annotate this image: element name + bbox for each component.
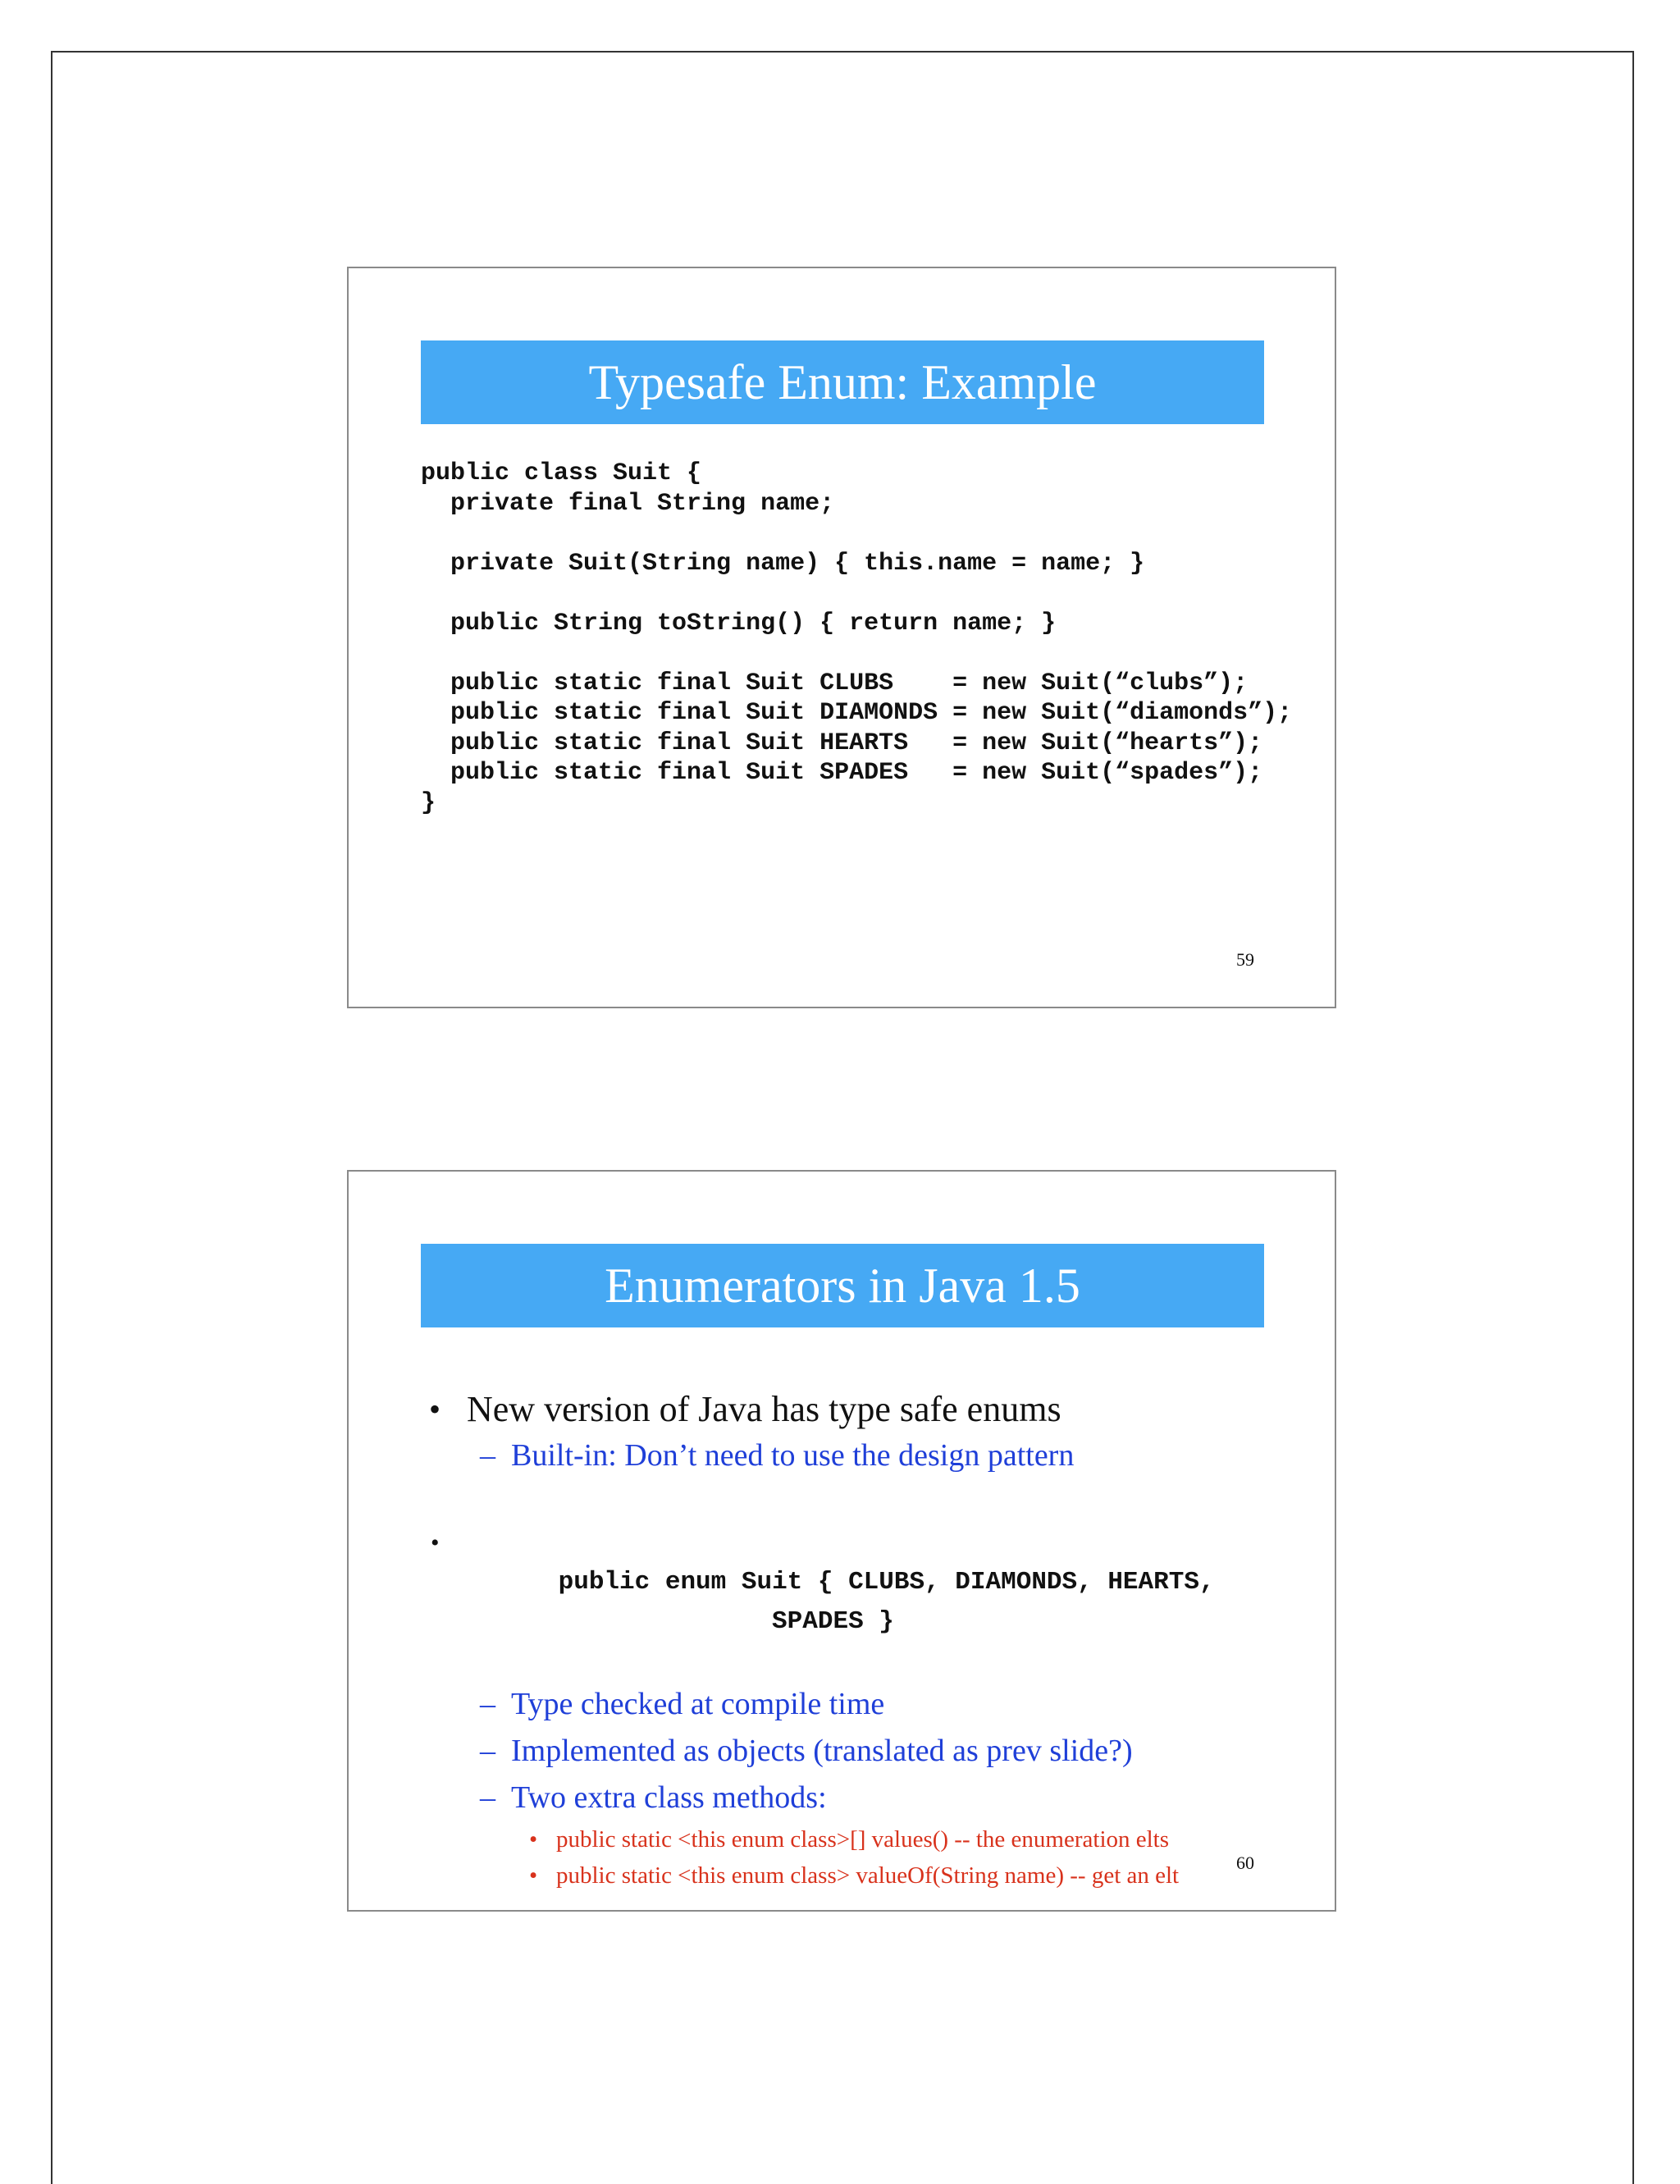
code-block: public class Suit { private final String name; private Suit(String name) { this.name = name; } public String toString() { return name; } public static final Suit CLUBS = new Suit(“clubs”); public static final Suit DIAMONDS = new Suit(“diamonds”); public static final Suit HEARTS = new Suit(“hearts”); public static final Suit SPADES = new Suit(“spades”); } (421, 459, 1293, 817)
dash-icon: – (480, 1780, 495, 1815)
list-item (421, 1857, 1290, 1894)
bullet-text: New version of Java has type safe enums (467, 1389, 1061, 1429)
list-item (421, 1728, 1290, 1775)
list-item (421, 1681, 1290, 1728)
slide-title: Enumerators in Java 1.5 (421, 1244, 1264, 1327)
slide-title: Typesafe Enum: Example (421, 340, 1264, 424)
bullet-list (421, 1387, 1290, 1894)
list-item (421, 1432, 1290, 1479)
bullet-icon: • (431, 1529, 440, 1556)
list-item (421, 1387, 1290, 1432)
slide-number: 60 (1236, 1853, 1254, 1873)
list-item (421, 1524, 1290, 1681)
bullet-icon: • (529, 1862, 538, 1889)
bullet-icon: • (529, 1826, 538, 1853)
dash-icon: – (480, 1687, 495, 1721)
slide-number: 59 (1236, 949, 1254, 970)
bullet-text: Built-in: Don’t need to use the design pattern (511, 1438, 1075, 1473)
bullet-icon: • (429, 1391, 441, 1428)
bullet-text: Two extra class methods: (511, 1780, 827, 1815)
dash-icon: – (480, 1438, 495, 1473)
dash-icon: – (480, 1734, 495, 1768)
slide-60 (347, 1170, 1336, 1912)
list-item (421, 1821, 1290, 1857)
list-item (421, 1775, 1290, 1821)
slide-59 (347, 267, 1336, 1008)
bullet-text: Type checked at compile time (511, 1687, 885, 1721)
bullet-text: public static <this enum class>[] values() -- the enumeration elts (556, 1826, 1170, 1853)
bullet-text: public static <this enum class> valueOf(String name) -- get an elt (556, 1862, 1180, 1889)
bullet-text: Implemented as objects (translated as prev slide?) (511, 1734, 1133, 1768)
code-text: public enum Suit { CLUBS, DIAMONDS, HEARTS, SPADES } (558, 1568, 1215, 1636)
